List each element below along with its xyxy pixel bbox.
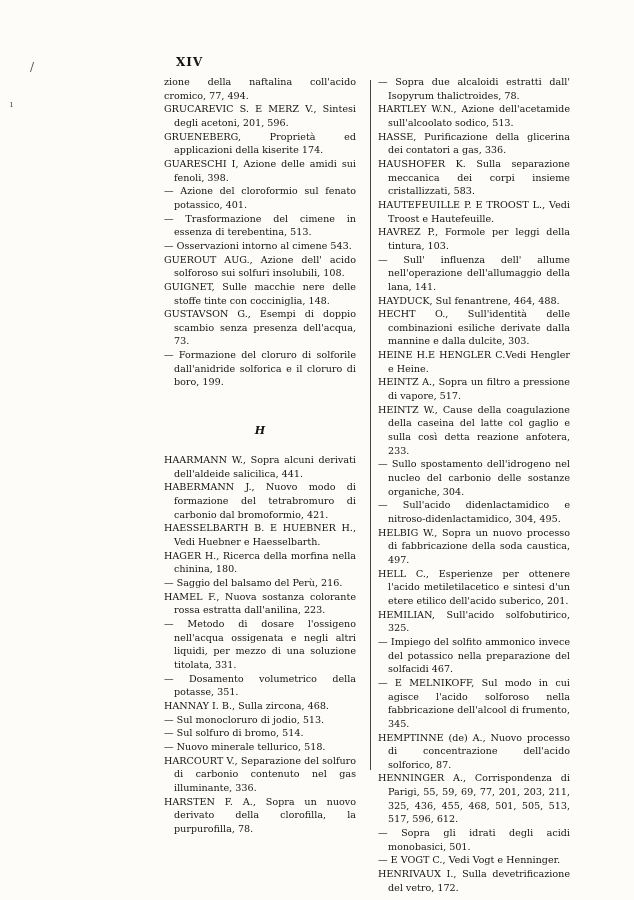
index-entry: GRUENEBERG, Proprietà ed applicazioni della kiserite 174. (164, 131, 356, 157)
index-entry: HEINTZ W., Cause della coagulazione della caseina del latte col gaglio e sulla così detta reazione anfotera, 233. (378, 404, 570, 457)
index-entry: — Sopra gli idrati degli acidi monobasici, 501. (378, 828, 570, 853)
index-entry: HECHT O., Sull'identità delle combinazioni esiliche derivate dalla mannine e dalla dulcite, 303. (378, 309, 570, 348)
index-entry: HELL C., Esperienze per ottenere l'acido metiletilacetico e sintesi d'un etere etilico dell'acido suberico, 201. (378, 568, 570, 607)
index-entry: GUARESCHI I, Azione delle amidi sui fenoli, 398. (164, 158, 356, 184)
index-entry: — Osservazioni intorno al cimene 543. (164, 240, 352, 252)
index-entry: HARSTEN F. A., Sopra un nuovo derivato della clorofilla, la purpurofilla, 78. (164, 796, 356, 835)
index-entry: HEINE H.E HENGLER C.Vedi Hengler e Heine. (378, 350, 570, 375)
index-entry: HEMPTINNE (de) A., Nuovo processo di concentrazione dell'acido solforico, 87. (378, 732, 570, 771)
margin-mark: / (30, 60, 35, 74)
index-entry: GUSTAVSON G., Esempi di doppio scambio senza presenza dell'acqua, 73. (164, 309, 356, 348)
index-entry: HELBIG W., Sopra un nuovo processo di fabbricazione della soda caustica, 497. (378, 527, 570, 566)
index-entry: HASSE, Purificazione della glicerina dei contatori a gas, 336. (378, 131, 570, 157)
index-entry: HAARMANN W., Sopra alcuni derivati dell'aldeide salicilica, 441. (164, 455, 356, 480)
index-entry: — Sopra due alcaloidi estratti dall' Isopyrum thalictroides, 78. (378, 77, 570, 102)
index-entry: — Sullo spostamento dell'idrogeno nel nucleo del carbonio delle sostanze organiche, 304. (378, 459, 570, 498)
index-entry: HAYDUCK, Sul fenantrene, 464, 488. (378, 295, 560, 307)
index-entry: HAUSHOFER K. Sulla separazione meccanica dei corpi insieme cristallizzati, 583. (378, 158, 570, 198)
index-entry: HAUTEFEUILLE P. E TROOST L., Vedi Troost e Hautefeuille. (378, 199, 570, 225)
index-entry: zione della naftalina coll'acido cromico, 77, 494. (164, 77, 356, 102)
index-entry: HAVREZ P., Formole per leggi della tintura, 103. (378, 227, 570, 252)
index-entry: HARCOURT V., Separazione del solfuro di carbonio contenuto nel gas illuminante, 336. (164, 755, 356, 794)
index-entry: HABERMANN J., Nuovo modo di formazione del tetrabromuro di carbonio dal bromoformio, 421. (164, 482, 356, 521)
index-entry: — Azione del cloroformio sul fenato potassico, 401. (164, 186, 356, 211)
margin-mark: ı (10, 100, 13, 110)
index-entry: HAGER H., Ricerca della morfina nella chinina, 180. (164, 550, 356, 576)
index-entry: — E VOGT C., Vedi Vogt e Henninger. (378, 855, 561, 867)
index-column-right (378, 76, 570, 895)
index-entry: — Dosamento volumetrico della potasse, 351. (164, 673, 356, 699)
index-entry: — Sull'acido didenlactamidico e nitroso-didenlactamidico, 304, 495. (378, 500, 570, 525)
section-letter: H (254, 424, 266, 438)
index-entry: HANNAY I. B., Sulla zircona, 468. (164, 700, 329, 712)
index-entry: GRUCAREVIC S. E MERZ V., Sintesi degli acetoni, 201, 596. (164, 104, 356, 129)
page-number: XIV (176, 55, 204, 69)
index-entry: — Metodo di dosare l'ossigeno nell'acqua ossigenata e negli altri liquidi, per mezzo di una soluzione titolata, 331. (164, 618, 356, 671)
index-entry: HENRIVAUX I., Sulla devetrificazione del vetro, 172. (378, 869, 570, 894)
index-entry: HAESSELBARTH B. E HUEBNER H., Vedi Huebner e Haesselbarth. (164, 523, 356, 549)
column-divider (370, 80, 371, 770)
index-entry: — Nuovo minerale tellurico, 518. (164, 741, 326, 753)
index-entry: HENNINGER A., Corrispondenza di Parigi, 55, 59, 69, 77, 201, 203, 211, 325, 436, 455, 468, 501, 505, 513, 517, 596, 612. (378, 773, 570, 826)
index-entry: — Sull' influenza dell' allume nell'operazione dell'allumaggio della lana, 141. (378, 254, 570, 293)
index-entry: — Formazione del cloruro di solforile dall'anidride solforica e il cloruro di boro, 199. (164, 350, 356, 389)
index-entry: GUEROUT AUG., Azione dell' acido solforoso sui solfuri insolubili, 108. (164, 254, 356, 280)
index-entry: HAMEL F., Nuova sostanza colorante rossa estratta dall'anilina, 223. (164, 591, 356, 617)
index-column-left (164, 76, 356, 836)
index-entry: — E MELNIKOFF, Sul modo in cui agisce l'acido solforoso nella fabbricazione dell'alcool di frumento, 345. (378, 677, 570, 730)
index-entry: — Trasformazione del cimene in essenza di terebentina, 513. (164, 213, 356, 239)
index-entry: HARTLEY W.N., Azione dell'acetamide sull'alcoolato sodico, 513. (378, 104, 570, 129)
index-entry: HEMILIAN, Sull'acido solfobutirico, 325. (378, 609, 570, 635)
index-entry: — Sul monocloruro di jodio, 513. (164, 714, 325, 726)
index-entry: HEINTZ A., Sopra un filtro a pressione di vapore, 517. (378, 377, 570, 403)
index-entry: GUIGNET, Sulle macchie nere delle stoffe tinte con cocciniglia, 148. (164, 281, 356, 307)
index-entry: — Saggio del balsamo del Perù, 216. (164, 578, 343, 589)
index-entry: — Sul solfuro di bromo, 514. (164, 728, 304, 740)
index-entry: — Impiego del solfito ammonico invece del potassico nella preparazione del solfacidi 467. (378, 636, 570, 676)
